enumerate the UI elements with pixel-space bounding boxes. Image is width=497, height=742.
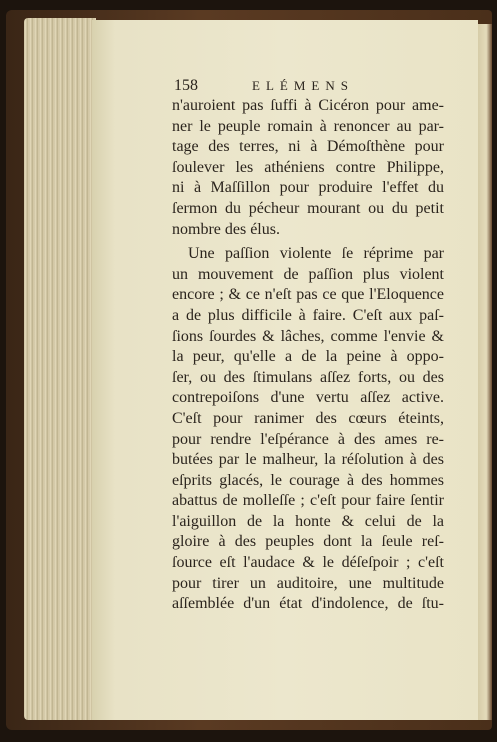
text-line: la peur, qu'elle a de la peine à oppo- <box>172 348 444 366</box>
text-line: abattus de molleſſe ; c'eſt pour faire ſentir <box>172 492 444 510</box>
text-line: eſprits glacés, le courage à des hommes <box>172 471 444 489</box>
text-line: C'eſt pour ranimer des cœurs éteints, <box>172 409 444 427</box>
text-line: nombre des élus. <box>172 220 280 238</box>
paragraph <box>172 244 444 615</box>
page-text <box>172 78 444 615</box>
text-line: ner le peuple romain à renoncer au par- <box>172 117 444 135</box>
page-number: 158 <box>174 77 198 94</box>
text-line: ſource eſt l'audace & le déſeſpoir ; c'eſt <box>172 554 444 572</box>
text-line: ni à Maſſillon pour produire l'effet du <box>172 179 444 197</box>
text-line: ſoulever les athéniens contre Philippe, <box>172 158 444 176</box>
text-line: n'auroient pas ſuffi à Cicéron pour ame- <box>172 97 444 114</box>
text-line: ſions ſourdes & lâches, comme l'envie & <box>172 327 444 345</box>
page-header <box>172 78 444 94</box>
paragraph <box>172 96 444 240</box>
next-page-edge <box>478 24 492 720</box>
text-line: ſer, ou des ſtimulans aſſez forts, ou des <box>172 368 444 386</box>
text-line: butées par le malheur, la réſolution à des <box>172 451 444 469</box>
text-line: encore ; & ce n'eſt pas ce que l'Eloquence <box>172 286 444 304</box>
text-line: contrepoiſons d'une vertu aſſez active. <box>172 389 444 407</box>
text-line: gloire à des peuples dont la ſeule reſ- <box>172 533 444 551</box>
text-line: l'aiguillon de la honte & celui de la <box>172 512 444 530</box>
text-line: Une paſſion violente ſe réprime par <box>188 245 444 263</box>
text-line: pour rendre l'eſpérance à des ames re- <box>172 430 444 448</box>
text-line: un mouvement de paſſion plus violent <box>172 265 444 283</box>
running-title: ELÉMENS <box>252 78 354 93</box>
text-line: ſermon du pécheur mourant ou du petit <box>172 199 444 217</box>
text-line: a de plus difficile à faire. C'eſt aux paſ- <box>172 306 444 324</box>
text-line: tage des terres, ni à Démoſthène pour <box>172 138 444 156</box>
text-line: aſſemblée d'un état d'indolence, de ſtu- <box>172 595 444 613</box>
text-line: pour tirer un auditoire, une multitude <box>172 574 444 592</box>
page-edges <box>24 18 96 720</box>
